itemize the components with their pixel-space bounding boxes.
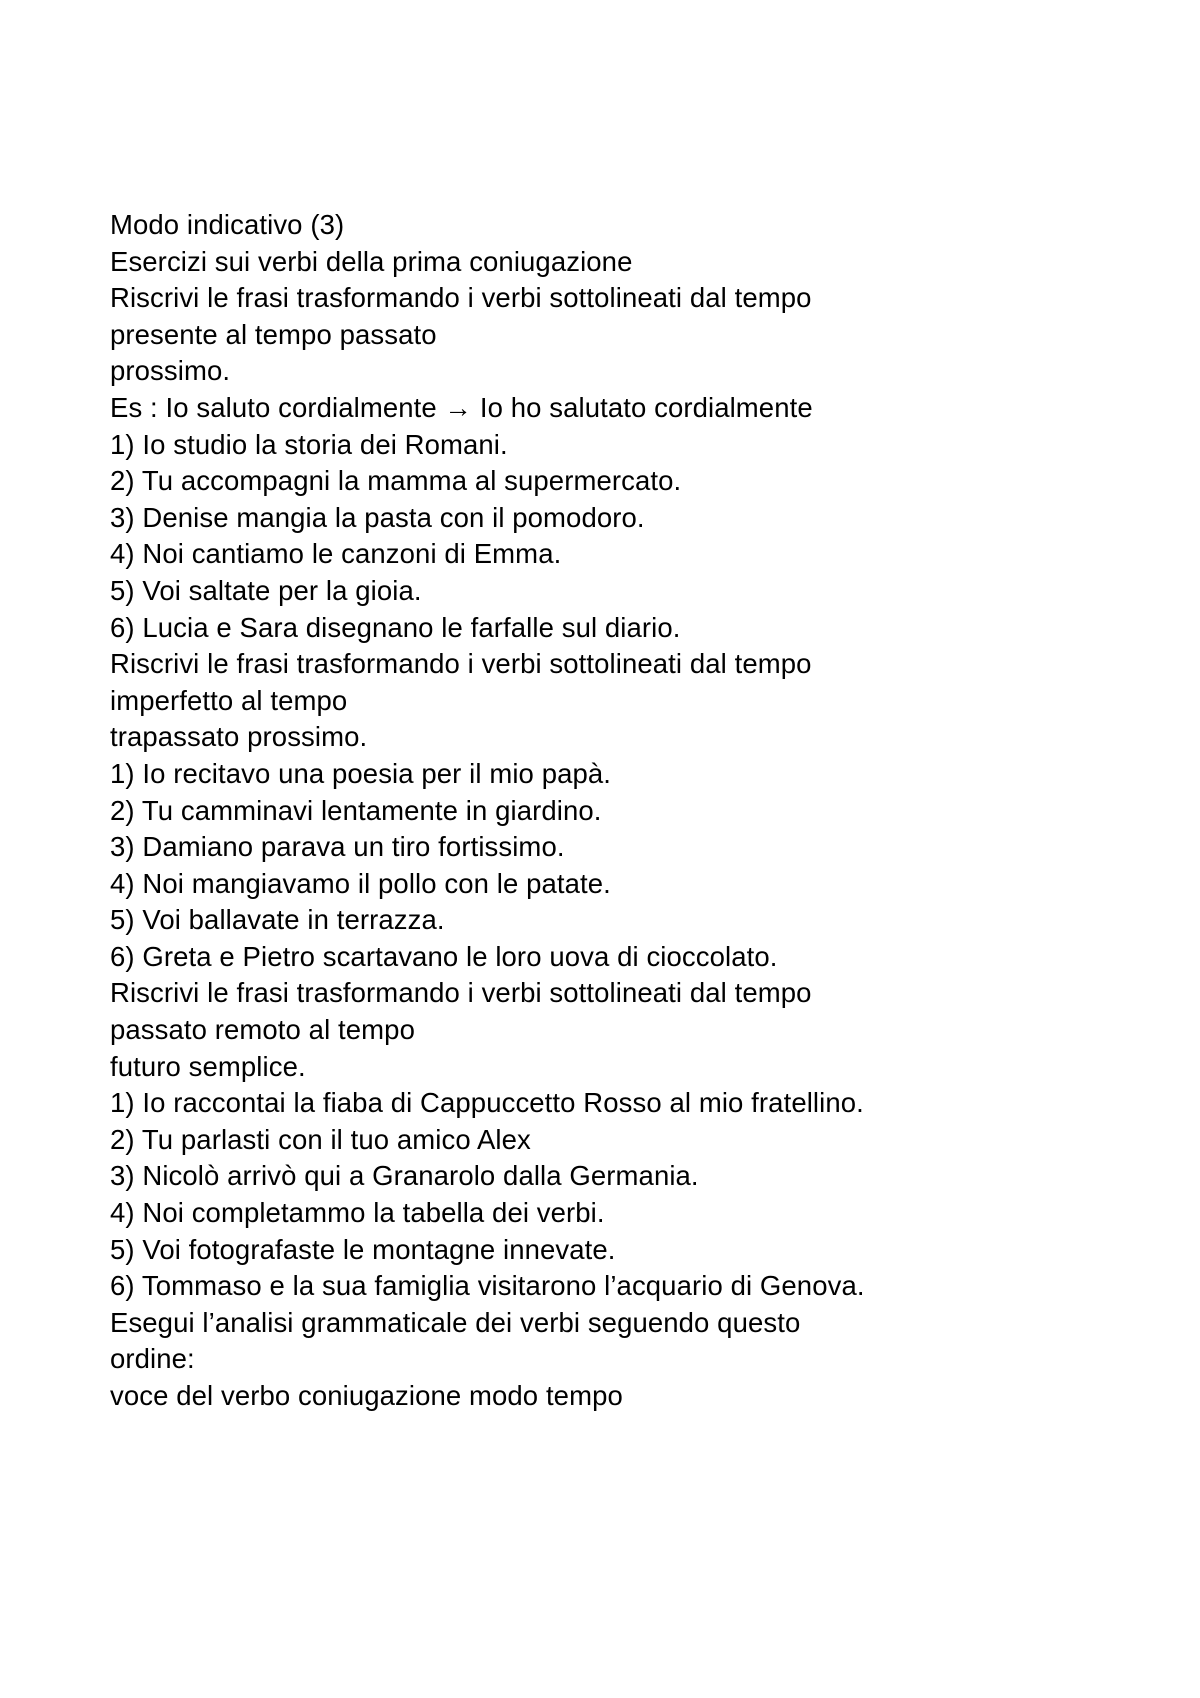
text-line: Es : Io saluto cordialmente → Io ho salutato cordialmente bbox=[110, 391, 813, 423]
text-line: Esegui l’analisi grammaticale dei verbi seguendo questo bbox=[110, 1306, 801, 1338]
text-line: Riscrivi le frasi trasformando i verbi sottolineati dal tempo bbox=[110, 648, 812, 680]
text-line: Modo indicativo (3) bbox=[110, 209, 345, 240]
text-line: Esercizi sui verbi della prima coniugazione bbox=[110, 245, 633, 277]
text-line: Riscrivi le frasi trasformando i verbi sottolineati dal tempo bbox=[110, 977, 812, 1009]
text-line: 3) Damiano parava un tiro fortissimo. bbox=[110, 831, 565, 863]
text-line: trapassato prossimo. bbox=[110, 721, 368, 753]
text-line: 6) Greta e Pietro scartavano le loro uova di cioccolato. bbox=[110, 940, 778, 972]
text-line: 1) Io raccontai la fiaba di Cappuccetto Rosso al mio fratellino. bbox=[110, 1087, 864, 1119]
text-line: ordine: bbox=[110, 1343, 195, 1375]
text-line: 5) Voi fotografaste le montagne innevate. bbox=[110, 1233, 616, 1265]
text-line: passato remoto al tempo bbox=[110, 1014, 415, 1046]
text-line: voce del verbo coniugazione modo tempo bbox=[110, 1380, 623, 1411]
text-line: 4) Noi completammo la tabella dei verbi. bbox=[110, 1197, 605, 1229]
text-line: 2) Tu camminavi lentamente in giardino. bbox=[110, 794, 602, 826]
text-line: imperfetto al tempo bbox=[110, 684, 348, 716]
text-line: 2) Tu parlasti con il tuo amico Alex bbox=[110, 1123, 531, 1155]
text-line: prossimo. bbox=[110, 355, 231, 387]
text-line: 5) Voi ballavate in terrazza. bbox=[110, 904, 445, 936]
text-line: 3) Nicolò arrivò qui a Granarolo dalla Germania. bbox=[110, 1160, 699, 1192]
document-text-body bbox=[110, 207, 1060, 1415]
text-line: 2) Tu accompagni la mamma al supermercato. bbox=[110, 465, 682, 497]
text-line: 6) Tommaso e la sua famiglia visitarono l’acquario di Genova. bbox=[110, 1270, 865, 1302]
text-line: Riscrivi le frasi trasformando i verbi sottolineati dal tempo bbox=[110, 282, 812, 314]
text-line: futuro semplice. bbox=[110, 1050, 306, 1082]
text-line: 3) Denise mangia la pasta con il pomodoro. bbox=[110, 501, 645, 533]
text-line: 6) Lucia e Sara disegnano le farfalle sul diario. bbox=[110, 611, 681, 643]
text-line: 4) Noi mangiavamo il pollo con le patate. bbox=[110, 867, 611, 899]
text-line: 4) Noi cantiamo le canzoni di Emma. bbox=[110, 538, 562, 570]
text-line: presente al tempo passato bbox=[110, 318, 437, 350]
text-line: 5) Voi saltate per la gioia. bbox=[110, 574, 422, 606]
text-line: 1) Io recitavo una poesia per il mio papà. bbox=[110, 757, 612, 789]
text-line: 1) Io studio la storia dei Romani. bbox=[110, 428, 508, 460]
